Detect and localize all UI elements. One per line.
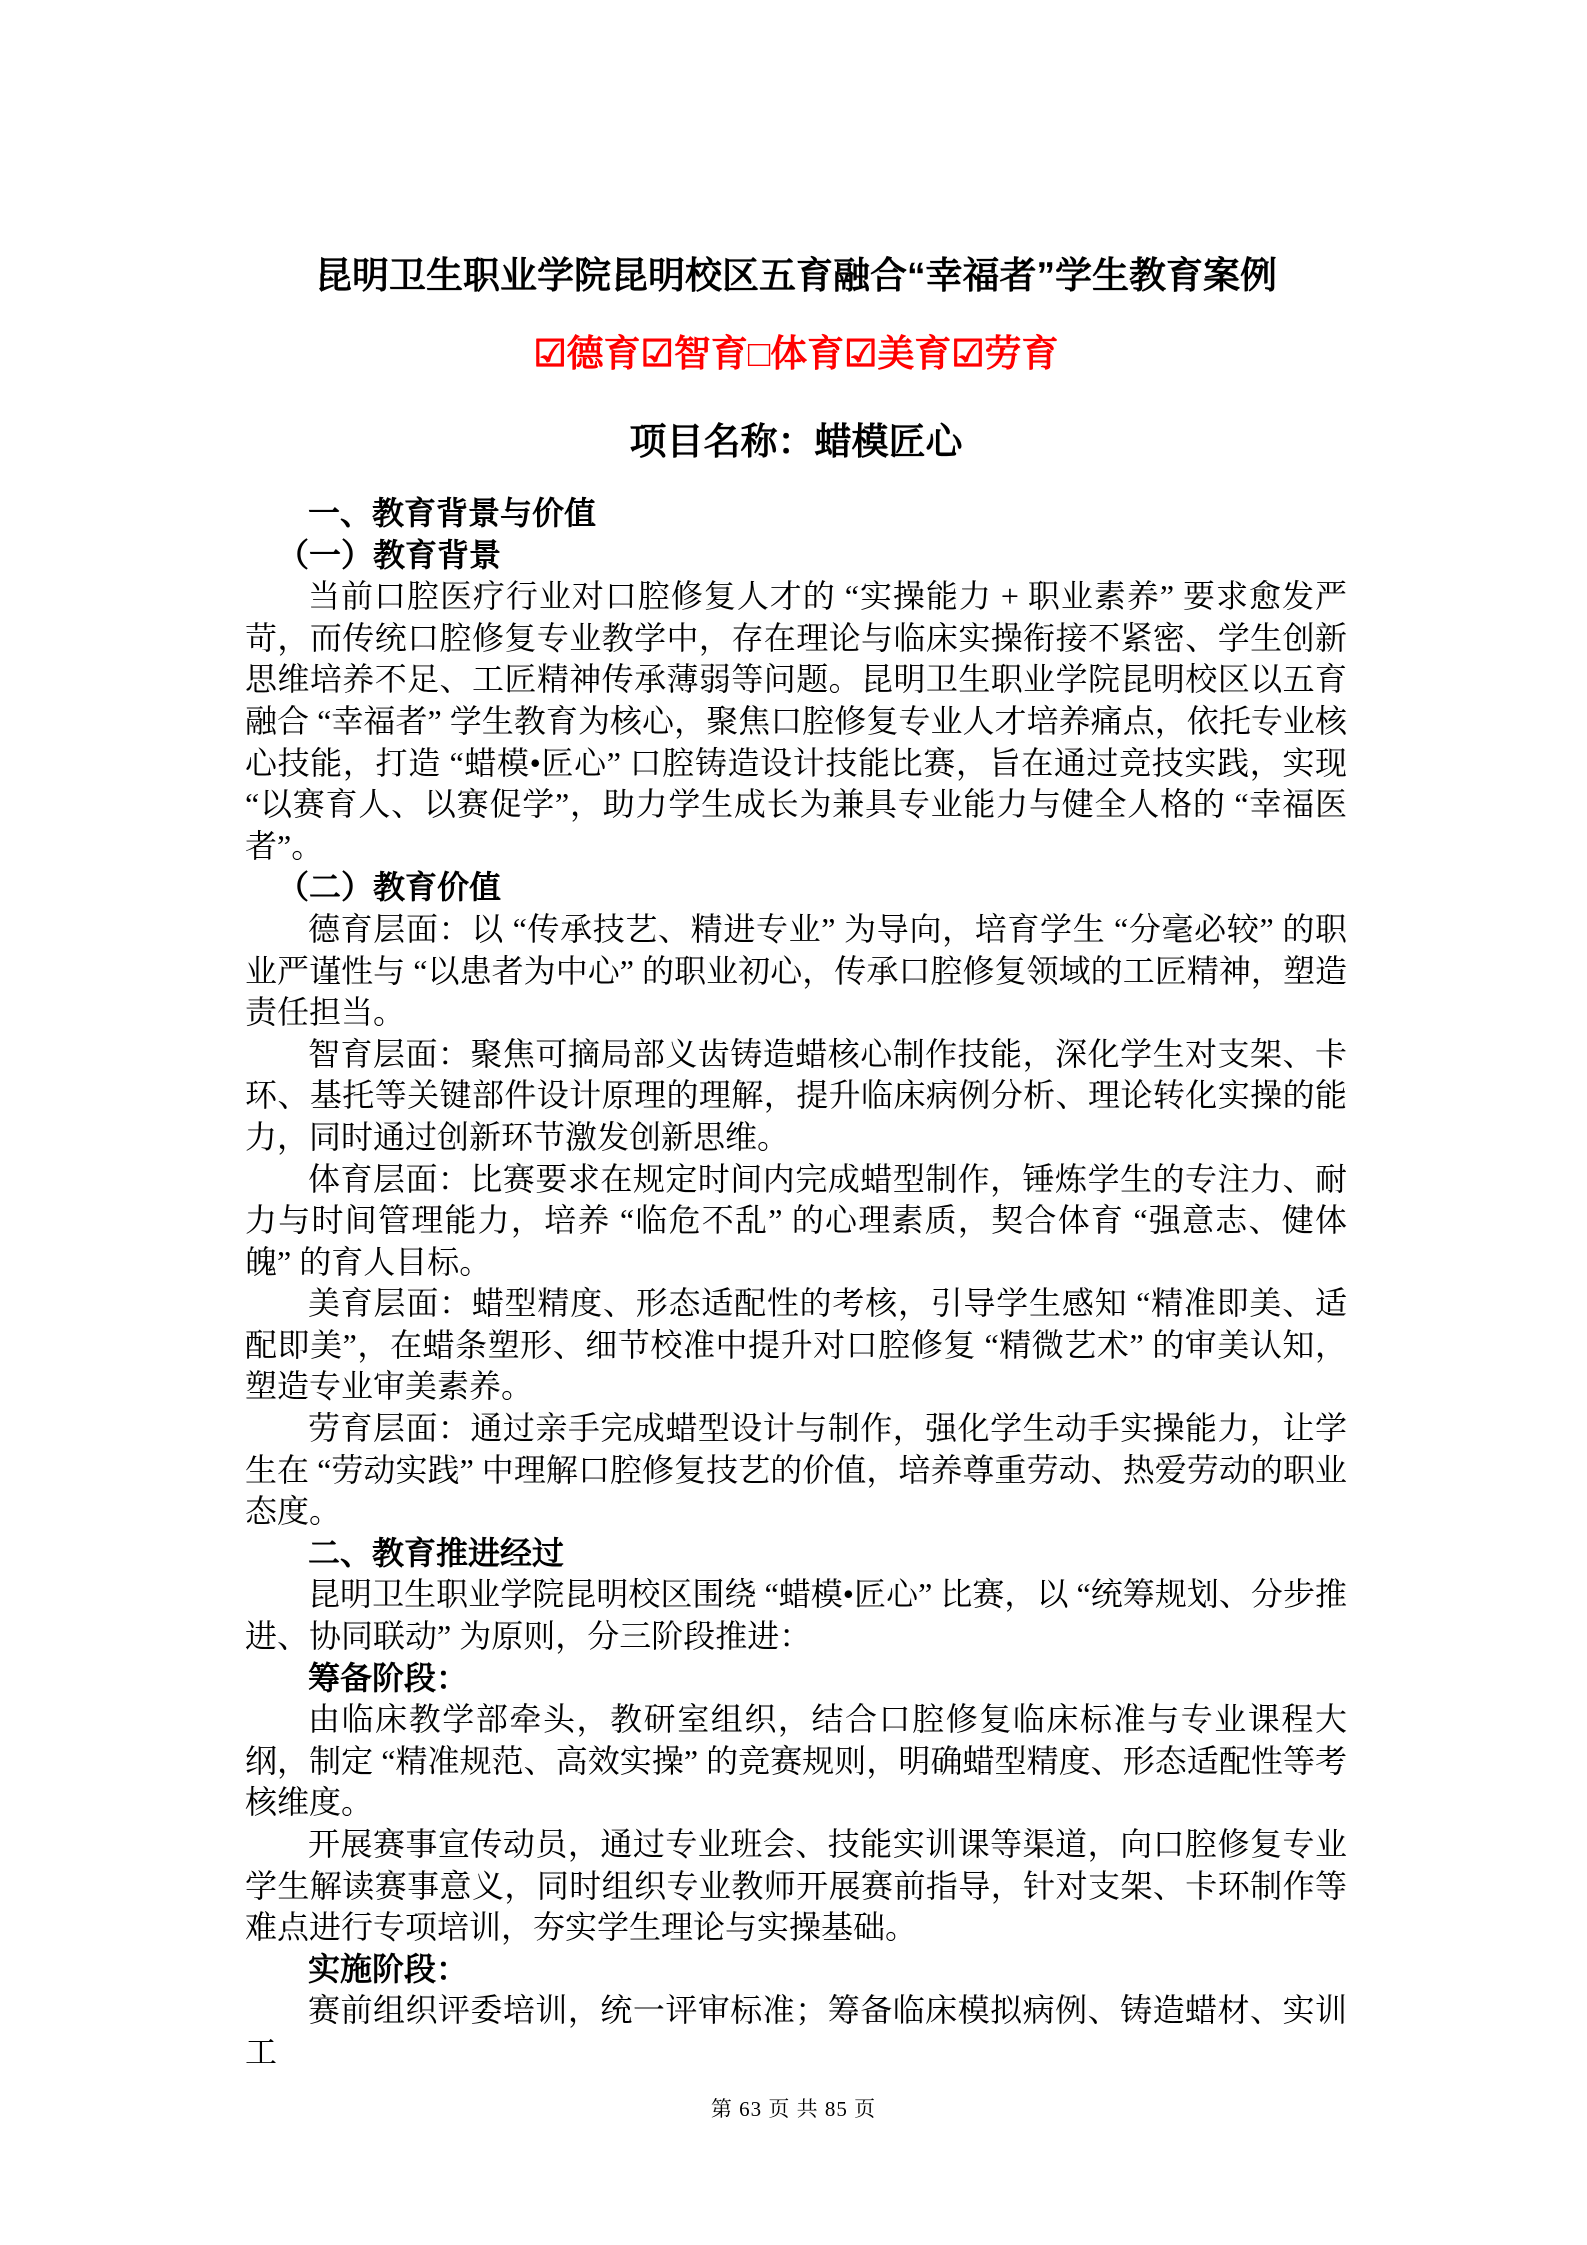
paragraph: 劳育层面：通过亲手完成蜡型设计与制作，强化学生动手实操能力，让学生在 “劳动实践” 中理解口腔修复技艺的价值，培养尊重劳动、热爱劳动的职业态度。 <box>245 1410 1347 1530</box>
stage-heading: 筹备阶段： <box>308 1659 469 1696</box>
sub-heading: （二）教育价值 <box>277 869 502 906</box>
stage-heading: 实施阶段： <box>308 1950 469 1987</box>
paragraph: 昆明卫生职业学院昆明校区围绕 “蜡模•匠心” 比赛，以 “统筹规划、分步推进、协同联动” 为原则，分三阶段推进： <box>245 1576 1347 1655</box>
document-title: 昆明卫生职业学院昆明校区五育融合“幸福者”学生教育案例 <box>315 255 1277 296</box>
paragraph: 由临床教学部牵头，教研室组织，结合口腔修复临床标准与专业课程大纲，制定 “精准规范、高效实操” 的竞赛规则，明确蜡型精度、形态适配性等考核维度。 <box>245 1701 1347 1821</box>
paragraph: 美育层面：蜡型精度、形态适配性的考核，引导学生感知 “精准即美、适配即美”，在蜡条塑形、细节校准中提升对口腔修复 “精微艺术” 的审美认知，塑造专业审美素养。 <box>245 1285 1347 1405</box>
page-number-footer: 第 63 页 共 85 页 <box>710 2097 877 2121</box>
paragraph: 德育层面：以 “传承技艺、精进专业” 为导向，培育学生 “分毫必较” 的职业严谨性与 “以患者为中心” 的职业初心，传承口腔修复领域的工匠精神，塑造责任担当。 <box>245 910 1347 1031</box>
section-heading: 一、教育背景与价值 <box>308 495 597 531</box>
project-name-heading: 项目名称：蜡模匠心 <box>629 421 963 462</box>
document-body <box>245 493 1347 2074</box>
paragraph: 当前口腔医疗行业对口腔修复人才的 “实操能力 + 职业素养” 要求愈发严苛，而传统口腔修复专业教学中，存在理论与临床实操衔接不紧密、学生创新思维培养不足、工匠精神传承薄弱等问题。昆明卫生职业学院昆明校区以五育融合 “幸福者” 学生教育为核心，聚焦口腔修复专业人才培养痛点，依托专业核心技能，打造 “蜡模•匠心” 口腔铸造设计技能比赛，旨在通过竞技实践，实现 “以赛育人、以赛促学”，助力学生成长为兼具专业能力与健全人格的 “幸福医者”。 <box>245 578 1347 864</box>
paragraph: 开展赛事宣传动员，通过专业班会、技能实训课等渠道，向口腔修复专业学生解读赛事意义，同时组织专业教师开展赛前指导，针对支架、卡环制作等难点进行专项培训，夯实学生理论与实操基础。 <box>245 1826 1347 1946</box>
paragraph: 赛前组织评委培训，统一评审标准；筹备临床模拟病例、铸造蜡材、实训工 <box>245 1992 1347 2070</box>
sub-heading: （一）教育背景 <box>277 536 502 573</box>
paragraph: 体育层面：比赛要求在规定时间内完成蜡型制作，锤炼学生的专注力、耐力与时间管理能力，培养 “临危不乱” 的心理素质，契合体育 “强意志、健体魄” 的育人目标。 <box>245 1160 1347 1280</box>
five-education-checkboxes: ☑德育☑智育□体育☑美育☑劳育 <box>533 333 1059 374</box>
paragraph: 智育层面：聚焦可摘局部义齿铸造蜡核心制作技能，深化学生对支架、卡环、基托等关键部件设计原理的理解，提升临床病例分析、理论转化实操的能力，同时通过创新环节激发创新思维。 <box>245 1035 1347 1155</box>
section-heading: 二、教育推进经过 <box>308 1534 565 1571</box>
document-content <box>245 0 1347 2074</box>
